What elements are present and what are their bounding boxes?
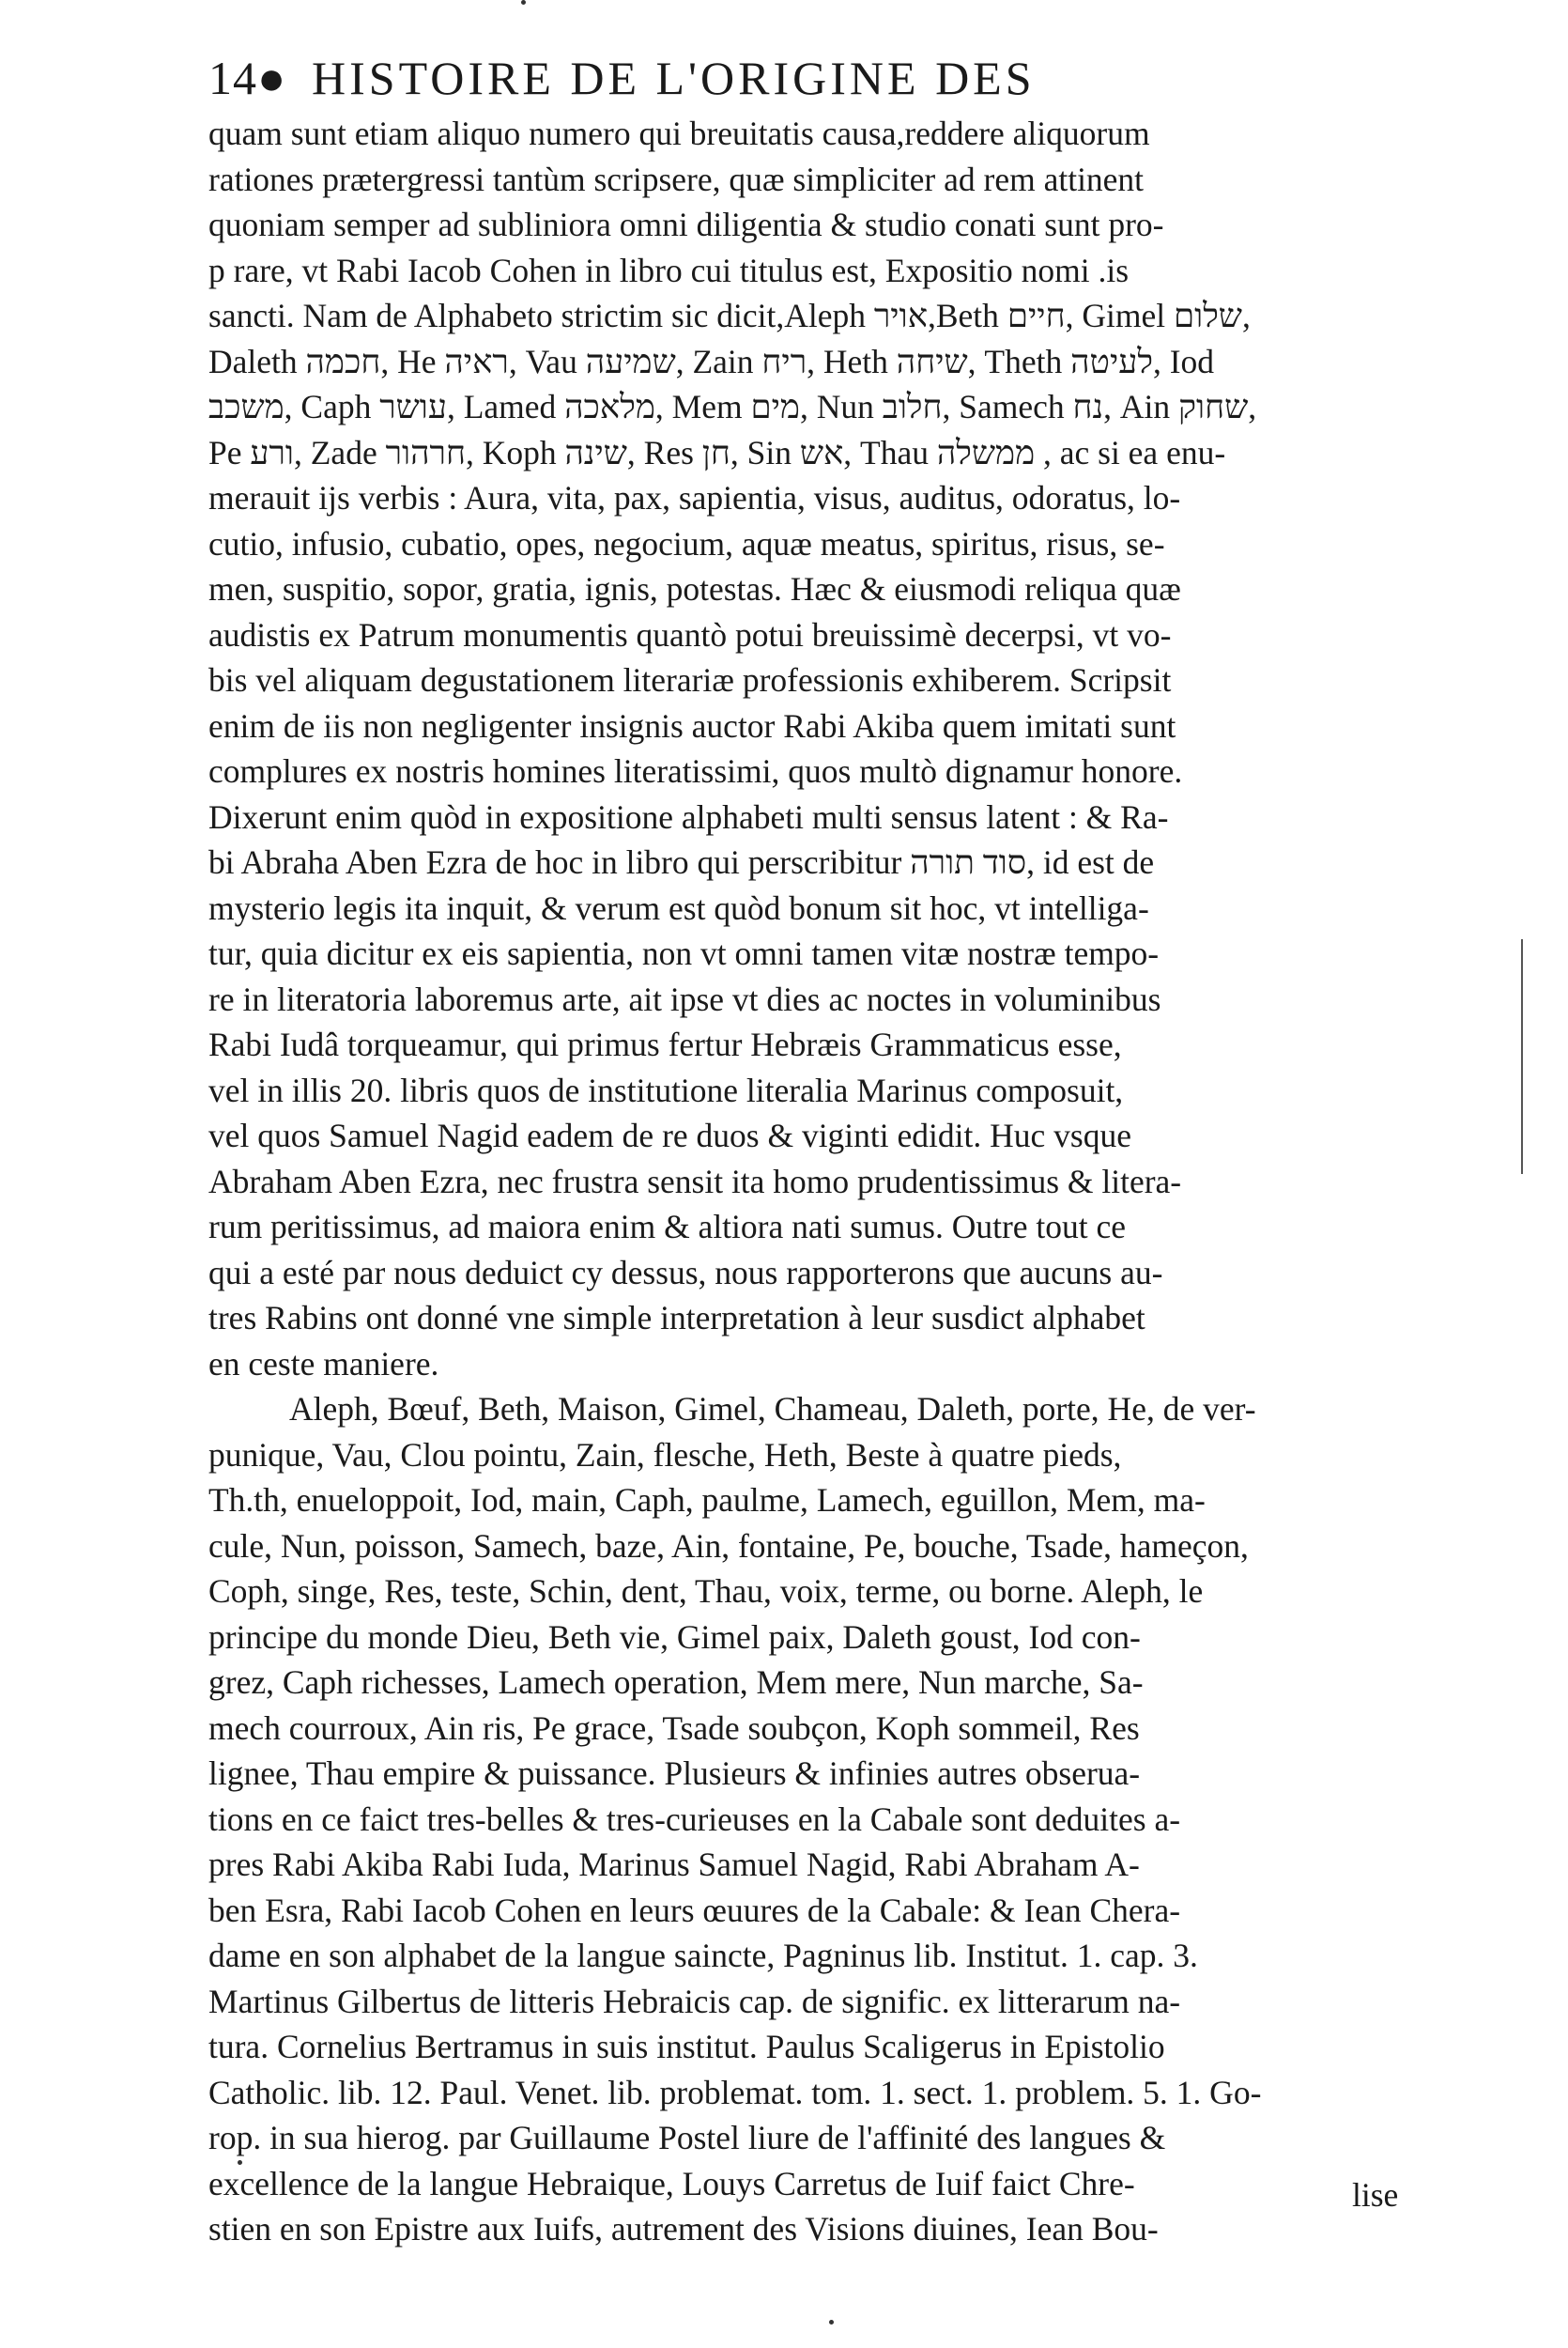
catchword: lise: [1352, 2176, 1399, 2214]
margin-rule: [1521, 939, 1523, 1174]
text-line: en ceste maniere.: [208, 1344, 439, 1383]
text-line: qui a esté par nous deduict cy dessus, nous rapporterons que aucuns au-: [208, 1253, 1163, 1291]
running-head: HISTOIRE DE L'ORIGINE DES: [312, 52, 1036, 104]
text-line: vel quos Samuel Nagid eadem de re duos & viginti edidit. Huc vsque: [208, 1117, 1131, 1154]
text-line: vel in illis 20. libris quos de institutione literalia Marinus composuit,: [208, 1071, 1124, 1109]
text-line: Daleth חכמה, He ראיה, Vau שמיעה, Zain ריח, Heth שיחה, Theth לעיטה, Iod: [208, 342, 1215, 380]
text-line: mysterio legis ita inquit, & verum est quòd bonum sit hoc, vt intelliga-: [208, 888, 1149, 927]
text-line: bi Abraha Aben Ezra de hoc in libro qui perscribitur סוד תורה, id est de: [208, 843, 1155, 881]
text-line: cule, Nun, poisson, Samech, baze, Ain, fontaine, Pe, bouche, Tsade, hameçon,: [208, 1526, 1249, 1565]
text-line: complures ex nostris homines literatissimi, quos multò dignamur honore.: [208, 752, 1183, 790]
text-line: lignee, Thau empire & puissance. Plusieurs & infinies autres obserua-: [208, 1754, 1141, 1792]
text-line: principe du monde Dieu, Beth vie, Gimel paix, Daleth goust, Iod con-: [208, 1617, 1141, 1656]
text-line: quoniam semper ad subliniora omni diligentia & studio conati sunt pro-: [208, 206, 1164, 243]
text-line: rum peritissimus, ad maiora enim & altiora nati sumus. Outre tout ce: [208, 1208, 1127, 1245]
text-line: Pe ורע, Zade חרהור, Koph שינה, Res חן, Sin אש, Thau ממשלה , ac si ea enu-: [208, 433, 1226, 471]
text-line: men, suspitio, sopor, gratia, ignis, potestas. Hæc & eiusmodi reliqua quæ: [208, 570, 1181, 608]
text-line: Martinus Gilbertus de litteris Hebraicis cap. de signific. ex litterarum na-: [208, 1982, 1181, 2020]
text-line: Coph, singe, Res, teste, Schin, dent, Thau, voix, terme, ou borne. Aleph, le: [208, 1572, 1204, 1610]
text-line: p rare, vt Rabi Iacob Cohen in libro cui titulus est, Expositio nomi .is: [208, 251, 1130, 289]
text-line: audistis ex Patrum monumentis quantò potui breuissimè decerpsi, vt vo-: [208, 615, 1172, 654]
text-line: quam sunt etiam aliquo numero qui breuitatis causa,reddere aliquorum: [208, 115, 1150, 152]
text-line: tions en ce faict tres-belles & tres-curieuses en la Cabale sont deduites a-: [208, 1800, 1181, 1838]
text-line: grez, Caph richesses, Lamech operation, Mem mere, Nun marche, Sa-: [208, 1663, 1144, 1701]
body-text: [208, 111, 1457, 2252]
text-line: cutio, infusio, cubatio, opes, negocium, aquæ meatus, spiritus, risus, se-: [208, 524, 1165, 563]
text-line: pres Rabi Akiba Rabi Iuda, Marinus Samuel Nagid, Rabi Abraham A-: [208, 1846, 1140, 1883]
text-line: mech courroux, Ain ris, Pe grace, Tsade soubçon, Koph sommeil, Res: [208, 1708, 1140, 1747]
text-line: ben Esra, Rabi Iacob Cohen en leurs œuures de la Cabale: & Iean Chera-: [208, 1891, 1181, 1929]
text-line: tur, quia dicitur ex eis sapientia, non vt omni tamen vitæ nostræ tempo-: [208, 935, 1160, 972]
text-line: Dixerunt enim quòd in expositione alphabeti multi sensus latent : & Ra-: [208, 797, 1169, 836]
text-line: rationes prætergressi tantùm scripsere, quæ simpliciter ad rem attinent: [208, 160, 1145, 198]
text-line: tura. Cornelius Bertramus in suis institut. Paulus Scaligerus in Epistolio: [208, 2028, 1165, 2065]
text-line: tres Rabins ont donné vne simple interpretation à leur susdict alphabet: [208, 1299, 1145, 1336]
text-line: enim de iis non negligenter insignis auctor Rabi Akiba quem imitati sunt: [208, 706, 1176, 745]
text-line: Th.th, enueloppoit, Iod, main, Caph, paulme, Lamech, eguillon, Mem, ma-: [208, 1481, 1206, 1519]
page-header: [208, 45, 1288, 111]
text-line: stien en son Epistre aux Iuifs, autrement des Visions diuines, Iean Bou-: [208, 2210, 1159, 2248]
text-line: dame en son alphabet de la langue saincte, Pagninus lib. Institut. 1. cap. 3.: [208, 1937, 1198, 1974]
text-line: משכב, Caph עושר, Lamed מלאכה, Mem מים, Nun חלוב, Samech נח, Ain שחוק,: [208, 388, 1257, 425]
text-line: bis vel aliquam degustationem literariæ professionis exhiberem. Scripsit: [208, 661, 1172, 699]
text-line: re in literatoria laboremus arte, ait ipse vt dies ac noctes in voluminibus: [208, 980, 1161, 1018]
text-line: rop. in sua hierog. par Guillaume Postel liure de l'affinité des langues &: [208, 2119, 1166, 2156]
text-line: Aleph, Bœuf, Beth, Maison, Gimel, Chameau, Daleth, porte, He, de ver-: [289, 1390, 1256, 1428]
ink-speck: [238, 2160, 242, 2165]
text-line: sancti. Nam de Alphabeto strictim sic dicit,Aleph אויר,Beth חיים, Gimel שלום,: [208, 297, 1251, 334]
text-line: merauit ijs verbis : Aura, vita, pax, sapientia, visus, auditus, odoratus, lo-: [208, 479, 1181, 517]
page-number: 14●: [208, 52, 287, 104]
ink-speck: [521, 0, 526, 5]
ink-speck: [829, 2320, 834, 2325]
text-line: punique, Vau, Clou pointu, Zain, flesche, Heth, Beste à quatre pieds,: [208, 1435, 1122, 1474]
text-line: Rabi Iudâ torqueamur, qui primus fertur Hebræis Grammaticus esse,: [208, 1026, 1122, 1063]
text-line: excellence de la langue Hebraique, Louys Carretus de Iuif faict Chre-: [208, 2164, 1135, 2202]
text-line: Abraham Aben Ezra, nec frustra sensit ita homo prudentissimus & litera-: [208, 1162, 1182, 1200]
text-line: Catholic. lib. 12. Paul. Venet. lib. problemat. tom. 1. sect. 1. problem. 5. 1. Go-: [208, 2073, 1262, 2111]
